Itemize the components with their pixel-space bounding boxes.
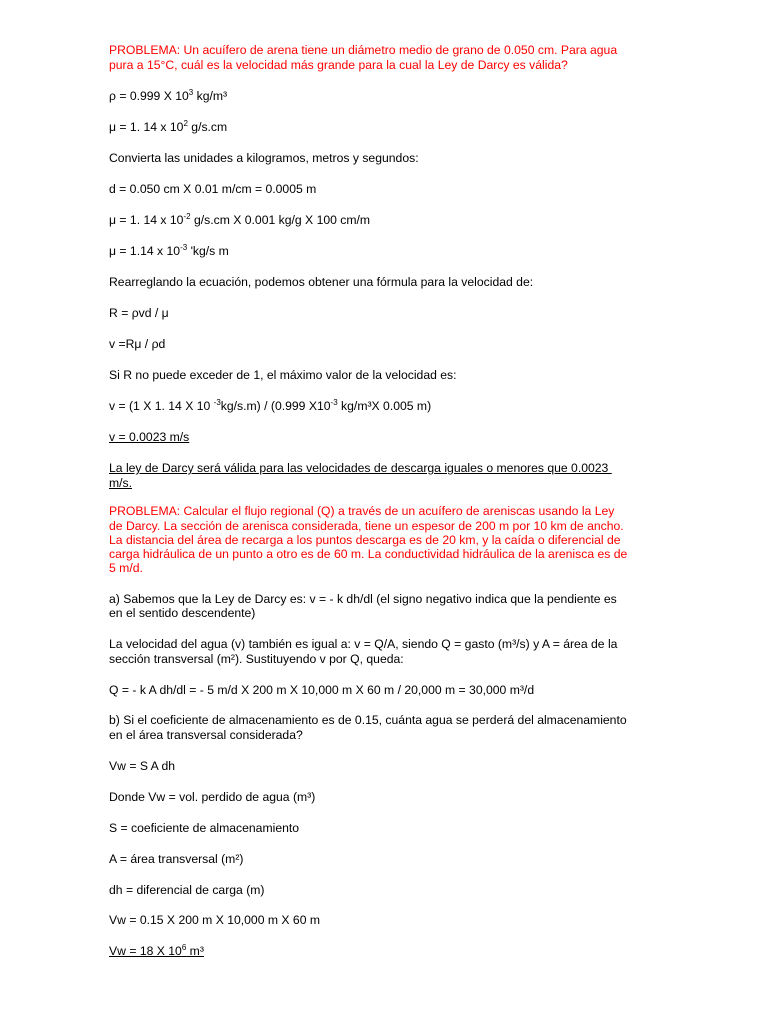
flow-calculation: Q = - k A dh/dl = - 5 m/d X 200 m X 10,000 m X 60 m / 20,000 m = 30,000 m³/d [109,683,535,697]
viscosity-result: μ = 1.14 x $10^{-3}$ 'kg/s m [109,243,229,258]
viscosity-conversion: μ = 1. 14 x $10^{-2}$ g/s.cm X 0.001 kg/g X 100 cm/m [109,212,371,227]
velocity-calculation: v = (1 X 1. 14 X 10 $^{-3}$kg/s.m) / (0.999 $X10^{-3}$ kg/m³X 0.005 m) [109,398,432,413]
storage-question-line-1: b) Si el coeficiente de almacenamiento es de 0.15, cuánta agua se perderá del almacenamiento [109,713,627,727]
volume-definition: Donde Vw = vol. perdido de agua (m³) [109,790,316,804]
volume-result: Vw = 18 X $10^6$ m³ [109,943,204,958]
problem-2-line-1: PROBLEMA: Calcular el flujo regional (Q) a través de un acuífero de areniscas usando la Ley [109,504,615,518]
problem-2-line-5: 5 m/d. [109,561,143,575]
velocity-formula: v =Rμ / ρd [109,337,166,351]
volume-formula: Vw = S A dh [109,759,176,773]
conclusion-line-1: La ley de Darcy será válida para las velocidades de descarga iguales o menores que 0.0023 [109,461,612,475]
density-line: ρ = 0.999 X $10^3$ kg/m³ [109,88,228,103]
water-velocity-line-2: sección transversal (m²). Sustituyendo v por Q, queda: [109,652,404,666]
viscosity-line-1: μ = 1. 14 x $10^2$ g/s.cm [109,119,228,134]
max-velocity-text: Si R no puede exceder de 1, el máximo valor de la velocidad es: [109,368,457,382]
problem-2-line-2: de Darcy. La sección de arenisca considerada, tiene un espesor de 200 m por 10 km de ancho. [109,519,624,533]
volume-calculation: Vw = 0.15 X 200 m X 10,000 m X 60 m [109,913,321,927]
darcy-law-line-2: en el sentido descendente) [109,606,256,620]
darcy-law-line-1: a) Sabemos que la Ley de Darcy es: v = - k dh/dl (el signo negativo indica que la pendiente es [109,592,617,606]
convert-units-text: Convierta las unidades a kilogramos, metros y segundos: [109,151,419,165]
velocity-result: v = 0.0023 m/s [109,430,190,444]
area-definition: A = área transversal (m²) [109,852,244,866]
rearrange-text: Rearreglando la ecuación, podemos obtener una fórmula para la velocidad de: [109,275,534,289]
storage-coefficient-definition: S = coeficiente de almacenamiento [109,821,300,835]
conclusion-line-2: m/s. [109,476,133,490]
storage-question-line-2: en el área transversal considerada? [109,728,303,742]
diameter-conversion: d = 0.050 cm X 0.01 m/cm = 0.0005 m [109,182,317,196]
reynolds-formula: R = ρvd / μ [109,306,169,320]
head-definition: dh = diferencial de carga (m) [109,883,265,897]
problem-1-line-2: pura a 15°C, cuál es la velocidad más grande para la cual la Ley de Darcy es válida? [109,58,568,72]
problem-1-line-1: PROBLEMA: Un acuífero de arena tiene un diámetro medio de grano de 0.050 cm. Para agua [109,43,618,57]
problem-2-line-4: carga hidráulica de un punto a otro es de 60 m. La conductividad hidráulica de la arenisca es de [109,547,628,561]
water-velocity-line-1: La velocidad del agua (v) también es igual a: v = Q/A, siendo Q = gasto (m³/s) y A = área de la [109,637,618,651]
problem-2-line-3: La distancia del área de recarga a los puntos descarga es de 20 km, y la caída o diferencial de [109,533,621,547]
